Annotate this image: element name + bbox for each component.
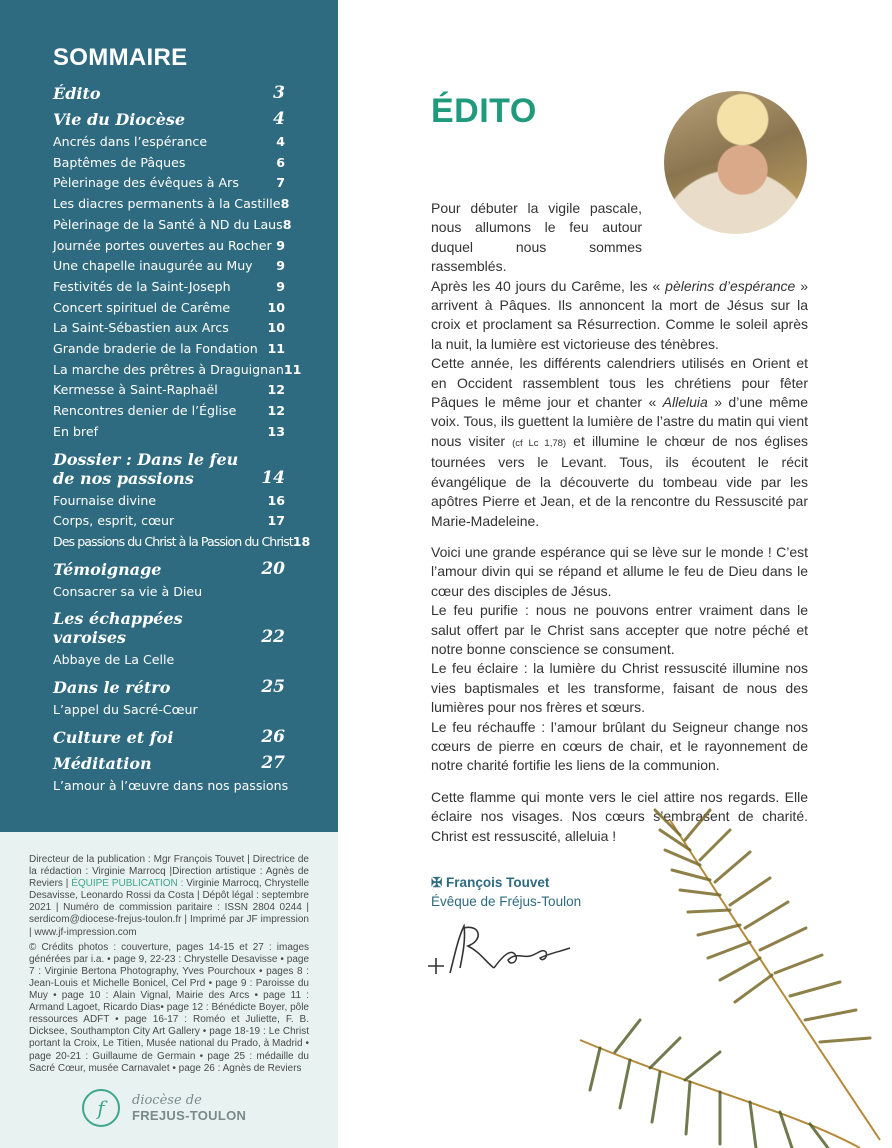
toc-item-title: Corps, esprit, cœur <box>53 513 175 529</box>
toc-page-number: 12 <box>267 403 285 419</box>
toc-item-title: Concert spirituel de Carême <box>53 299 231 315</box>
toc-item[interactable] <box>53 153 285 174</box>
toc-item-title: L’amour à l’œuvre dans nos passions <box>53 777 289 793</box>
toc-item-title: Consacrer sa vie à Dieu <box>53 583 203 599</box>
toc-item[interactable] <box>53 650 285 671</box>
toc-item[interactable] <box>53 511 285 532</box>
toc-page-number: 8 <box>280 196 290 212</box>
toc-page-number: 26 <box>261 726 285 747</box>
toc-page-number: 3 <box>273 83 285 103</box>
signature-role: Évêque de Fréjus-Toulon <box>431 894 582 909</box>
p2-text-a: Cette année, les différents calendriers utilisés en Orient et en Occident rassemblent tous les chrétiens pour fêter Pâques le même jour et chanter « <box>431 355 808 411</box>
edito-paragraph-2 <box>431 354 808 531</box>
toc-item-title: Journée portes ouvertes au Rocher <box>53 237 272 253</box>
toc-page-number: 11 <box>283 361 302 377</box>
publication-credits <box>29 854 309 939</box>
p1-text-a: Après les 40 jours du Carême, les « <box>431 277 666 294</box>
toc-page-number: 4 <box>273 109 285 129</box>
toc-item-title: En bref <box>53 423 99 439</box>
edito-paragraph-5: Le feu éclaire : la lumière du Christ ressuscité illumine nos vies baptismales et les transforme, faisant de nous des lumières pour nos frères et sœurs. <box>431 660 808 716</box>
toc-section[interactable] <box>53 84 285 103</box>
toc-item-title: Rencontres denier de l’Église <box>53 403 237 419</box>
toc-section-title: Édito <box>53 84 101 103</box>
p2-reference: (cf Lc 1,78) <box>512 437 567 449</box>
toc-section-title: Méditation <box>53 753 152 773</box>
toc-item-title: Pèlerinage des évêques à Ars <box>53 175 239 191</box>
toc-item[interactable] <box>53 339 285 360</box>
edito-paragraph-3: Voici une grande espérance qui se lève sur le monde ! C’est l’amour divin qui se répand et allume le feu de Dieu dans le cœur des disciples de Jésus. <box>431 543 808 599</box>
spacer <box>431 776 808 788</box>
photo-credits: © Crédits photos : couverture, pages 14-15 et 27 : images générées par i.a. • page 9, 22-23 : Chrystelle Desavisse • page 7 : Virginie Bertona Photography, Yves Pourchoux • pages 8 : Jean-Louis et Michelle Bonicel, Cel Prd • page 9 : Paroisse du Muy • page 10 : Alain Vignal, Mairie des Arcs • page 11 : Armand Lagoet, Ricardo Dias• page 12 : Bénédicte Boyer, pôle ressources ADFT • page 16-17 : Roméo et Juliette, F. B. Dicksee, Southampton City Art Gallery • page 18-19 : Le Christ portant la Croix, Le Titien, Musée national du Prado, à Madrid • page 20-21 : Guillaume de Germain • page 25 : médaille du Sacré Cœur, musée Carnavalet • page 26 : Agnès de Reviers <box>29 941 309 1074</box>
toc-section-title: Les échappées varoises <box>53 609 183 648</box>
toc-section[interactable] <box>53 450 285 488</box>
toc-list <box>53 83 311 796</box>
toc-page-number: 9 <box>276 237 285 253</box>
signature-name: ✠ François Touvet <box>431 875 550 890</box>
edito-paragraph-1 <box>431 277 808 355</box>
p2-italic: Alleluia <box>662 394 708 411</box>
toc-page-number: 10 <box>267 320 285 336</box>
toc-page-number: 9 <box>276 278 285 294</box>
logo-line1: diocèse de <box>132 1093 202 1108</box>
toc-section[interactable] <box>53 609 285 647</box>
table-of-contents <box>0 0 338 832</box>
toc-item-title: Kermesse à Saint-Raphaël <box>53 382 218 398</box>
toc-section[interactable] <box>53 560 285 579</box>
toc-item[interactable] <box>53 491 285 512</box>
toc-page-number: 7 <box>276 175 285 191</box>
palm-leaves-image <box>560 790 892 1148</box>
toc-item[interactable] <box>53 318 285 339</box>
toc-item[interactable] <box>53 776 289 797</box>
toc-item-title: L’appel du Sacré-Cœur <box>53 702 198 718</box>
edito-body <box>431 199 808 846</box>
toc-section-title: Dans le rétro <box>53 678 171 698</box>
toc-item-title: La Saint-Sébastien aux Arcs <box>53 320 229 336</box>
toc-item[interactable] <box>53 256 285 277</box>
edito-paragraph-7: Cette flamme qui monte vers le ciel attire nos regards. Elle éclaire nos visages. Nos cœurs s’embrasent de charité. Christ est ressuscité, alleluia ! <box>431 788 808 844</box>
toc-page-number: 10 <box>267 299 285 315</box>
toc-section-title: Vie du Diocèse <box>53 110 186 129</box>
toc-page-number: 18 <box>292 533 311 549</box>
toc-page-number: 25 <box>261 677 285 698</box>
toc-item[interactable] <box>53 277 285 298</box>
toc-item[interactable] <box>53 700 285 721</box>
toc-item[interactable] <box>53 132 285 153</box>
toc-page-number: 6 <box>276 154 285 170</box>
toc-item-title: Ancrés dans l’espérance <box>53 134 208 149</box>
toc-section-title: Dossier : Dans le feu de nos passions <box>53 449 239 488</box>
toc-section[interactable] <box>53 110 285 129</box>
toc-item-title: Baptêmes de Pâques <box>53 154 186 170</box>
toc-page-number: 20 <box>261 558 285 579</box>
edito-paragraph-4: Le feu purifie : nous ne pouvons entrer vraiment dans le salut offert par le Christ sans accepter que notre péché et notre bonne conscience se consument. <box>431 602 808 657</box>
p2-text-c: » d’une même voix. Tous, ils guettent la lumière de l’astre du matin qui vient nous visiter <box>431 394 808 449</box>
toc-item-title: Les diacres permanents à la Castille <box>53 196 281 212</box>
credits-part1: Directeur de la publication : Mgr François Touvet | Directrice de la rédaction : Virginie Marrocq |Direction artistique : Agnès de Reviers | <box>29 854 309 890</box>
toc-item-title: Fournaise divine <box>53 492 157 508</box>
toc-page-number: 8 <box>282 216 292 232</box>
toc-section[interactable] <box>53 678 285 697</box>
toc-page-number: 14 <box>261 467 285 488</box>
toc-item-title: Des passions du Christ à la Passion du Christ <box>53 533 293 549</box>
toc-item[interactable] <box>53 401 285 422</box>
toc-section-title: Culture et foi <box>53 727 174 747</box>
toc-item-title: La marche des prêtres à Draguignan <box>53 361 284 377</box>
credits-team-label: ÉQUIPE PUBLICATION : <box>71 878 187 890</box>
toc-item[interactable] <box>53 236 285 257</box>
logo-line2: FREJUS-TOULON <box>132 1108 247 1123</box>
toc-section[interactable] <box>53 728 285 747</box>
credits-part2: Virginie Marrocq, Chrystelle Desavisse, Leonardo Rossi da Costa | Dépôt légal : septembre 2021 | Numéro de commission paritaire : ISSN 2804 0244 | serdicom@diocese-frejus-toulon.fr | Imprimé par JF impression | www.jf-impression.com <box>29 878 310 938</box>
spacer <box>431 531 808 543</box>
toc-section[interactable] <box>53 754 285 773</box>
toc-page-number: 22 <box>261 627 285 648</box>
toc-item[interactable] <box>53 360 302 381</box>
diocese-logo-icon: f <box>82 1089 120 1127</box>
toc-page-number: 11 <box>267 341 285 357</box>
toc-item[interactable] <box>53 422 285 443</box>
toc-item[interactable] <box>53 380 285 401</box>
toc-item[interactable] <box>53 194 290 215</box>
edito-intro: Pour débuter la vigile pascale, nous allumons le feu autour duquel nous sommes rassemblés. <box>431 200 642 275</box>
toc-section-title: Témoignage <box>53 559 162 579</box>
edito-title: ÉDITO <box>431 92 537 130</box>
p2-text-d: et illumine le chœur de nos églises tournées vers le Levant. Tous, ils écoutent le récit évangélique de la découverte du tombeau vide par les apôtres Pierre et Jean, et de la rencontre du Ressuscité par Marie-Madeleine. <box>431 432 808 529</box>
toc-page-number: 17 <box>267 513 285 529</box>
toc-item[interactable] <box>53 582 285 603</box>
toc-item-title: Grande braderie de la Fondation <box>53 341 258 357</box>
toc-item[interactable] <box>53 173 285 194</box>
toc-item-title: Abbaye de La Celle <box>53 652 175 668</box>
diocese-logo-text <box>132 1093 246 1123</box>
toc-item[interactable] <box>53 532 311 553</box>
p1-italic: pèlerins d’espérance <box>665 277 796 294</box>
diocese-logo[interactable] <box>82 1089 246 1127</box>
toc-item[interactable] <box>53 215 292 236</box>
toc-page-number: 4 <box>276 134 285 149</box>
handwritten-signature <box>420 918 580 983</box>
p1-text-c: » arrivent à Pâques. Ils annoncent la mort de Jésus sur la croix et proclament sa Résurrection. Comme le soleil après la nuit, la lumière est victorieuse des ténèbres. <box>431 277 808 352</box>
toc-title: SOMMAIRE <box>53 44 188 71</box>
toc-page-number: 27 <box>261 752 285 773</box>
edito-paragraph-6: Le feu réchauffe : l’amour brûlant du Seigneur change nos cœurs de pierre en cœurs de chair, et le rayonnement de notre charité fortifie les liens de la communion. <box>431 718 808 774</box>
toc-page-number: 9 <box>276 258 285 274</box>
toc-item[interactable] <box>53 298 285 319</box>
toc-page-number: 12 <box>267 382 285 398</box>
toc-item-title: Une chapelle inaugurée au Muy <box>53 258 253 274</box>
toc-page-number: 16 <box>267 492 285 508</box>
toc-page-number: 13 <box>267 423 285 439</box>
toc-item-title: Pèlerinage de la Santé à ND du Laus <box>53 216 283 232</box>
toc-item-title: Festivités de la Saint-Joseph <box>53 278 231 294</box>
